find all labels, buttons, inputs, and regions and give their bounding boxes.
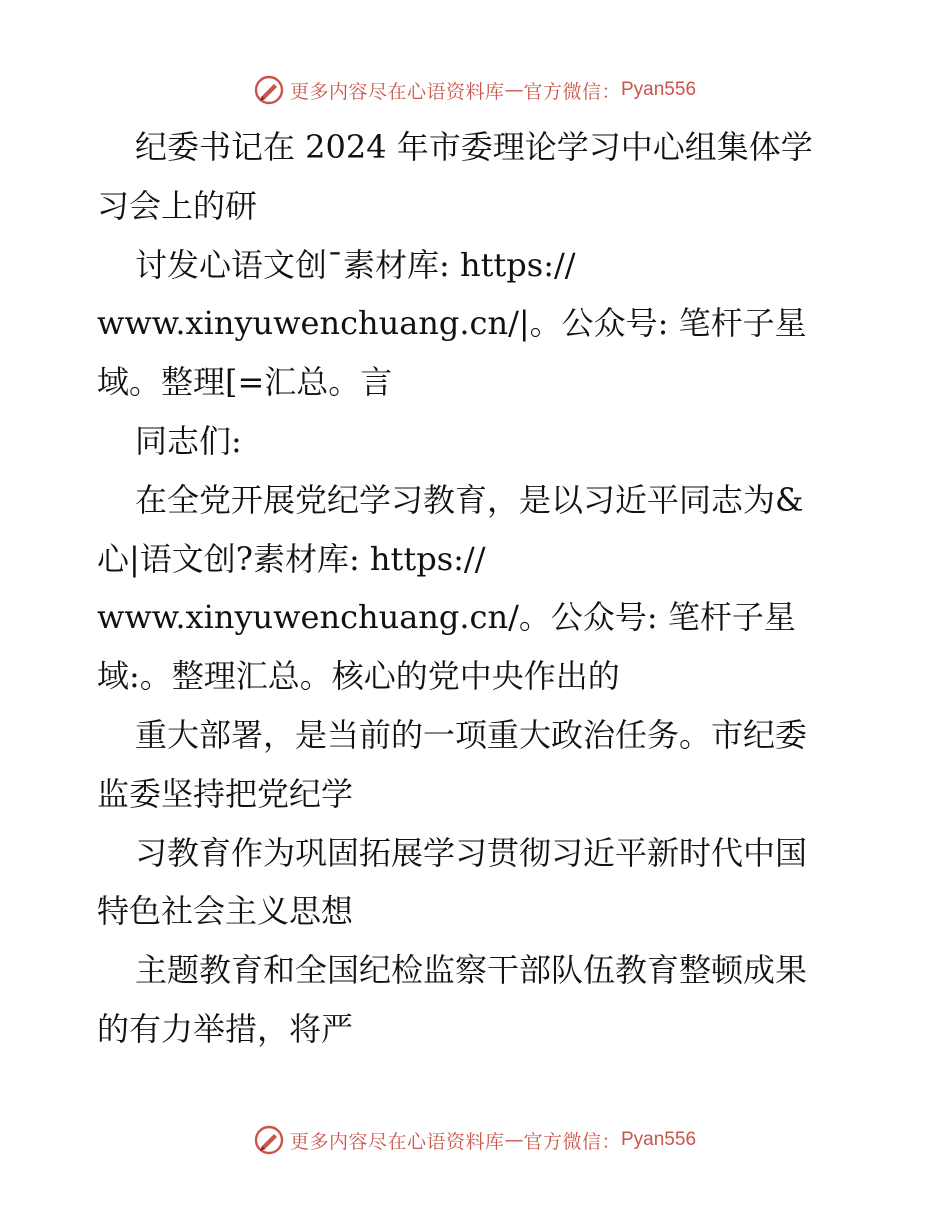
body-line: 的有力举措，将严 — [97, 1009, 354, 1048]
body-line: 特色社会主义思想 — [97, 892, 354, 931]
body-line: 习会上的研 — [97, 186, 258, 225]
body-line: 纪委书记在 2024 年市委理论学习中心组集体学 — [135, 128, 813, 166]
body-line: 主题教育和全国纪检监察干部队伍教育整顿成果 — [135, 951, 808, 990]
body-line: 重大部署，是当前的一项重大政治任务。市纪委 — [135, 715, 808, 754]
banner-text: 更多内容尽在心语资料库 — [289, 80, 505, 103]
banner-wechat-label: 官方微信： — [523, 80, 621, 103]
banner-text: 更多内容尽在心语资料库 — [289, 1130, 505, 1153]
pen-logo-icon — [254, 75, 284, 105]
body-line: 在全党开展党纪学习教育，是以习近平同志为& — [135, 480, 804, 519]
banner-wechat-handle: Pyan556 — [621, 1129, 697, 1150]
body-line: 监委坚持把党纪学 — [97, 774, 354, 813]
banner-dash: — — [504, 1129, 524, 1151]
banner-dash: — — [504, 79, 524, 101]
banner-wechat-handle: Pyan556 — [621, 79, 697, 100]
pen-logo-icon — [254, 1125, 284, 1155]
body-line: www.xinyuwenchuang.cn/|。公众号: 笔杆子星 — [97, 304, 807, 343]
footer-banner — [0, 1120, 950, 1160]
header-banner — [0, 70, 950, 110]
body-line: 域。整理[=汇总。言 — [97, 363, 393, 402]
body-line: www.xinyuwenchuang.cn/。公众号: 笔杆子星 — [97, 598, 796, 637]
body-line: 域:。整理汇总。核心的党中央作出的 — [97, 657, 620, 696]
banner-wechat-label: 官方微信： — [523, 1130, 621, 1153]
body-line: 心|语文创?素材库: https:// — [97, 539, 486, 578]
body-line: 讨发心语文创¯素材库: https:// — [135, 245, 576, 284]
body-line: 同志们: — [135, 421, 242, 460]
document-body — [97, 118, 877, 1059]
body-line: 习教育作为巩固拓展学习贯彻习近平新时代中国 — [135, 833, 808, 872]
